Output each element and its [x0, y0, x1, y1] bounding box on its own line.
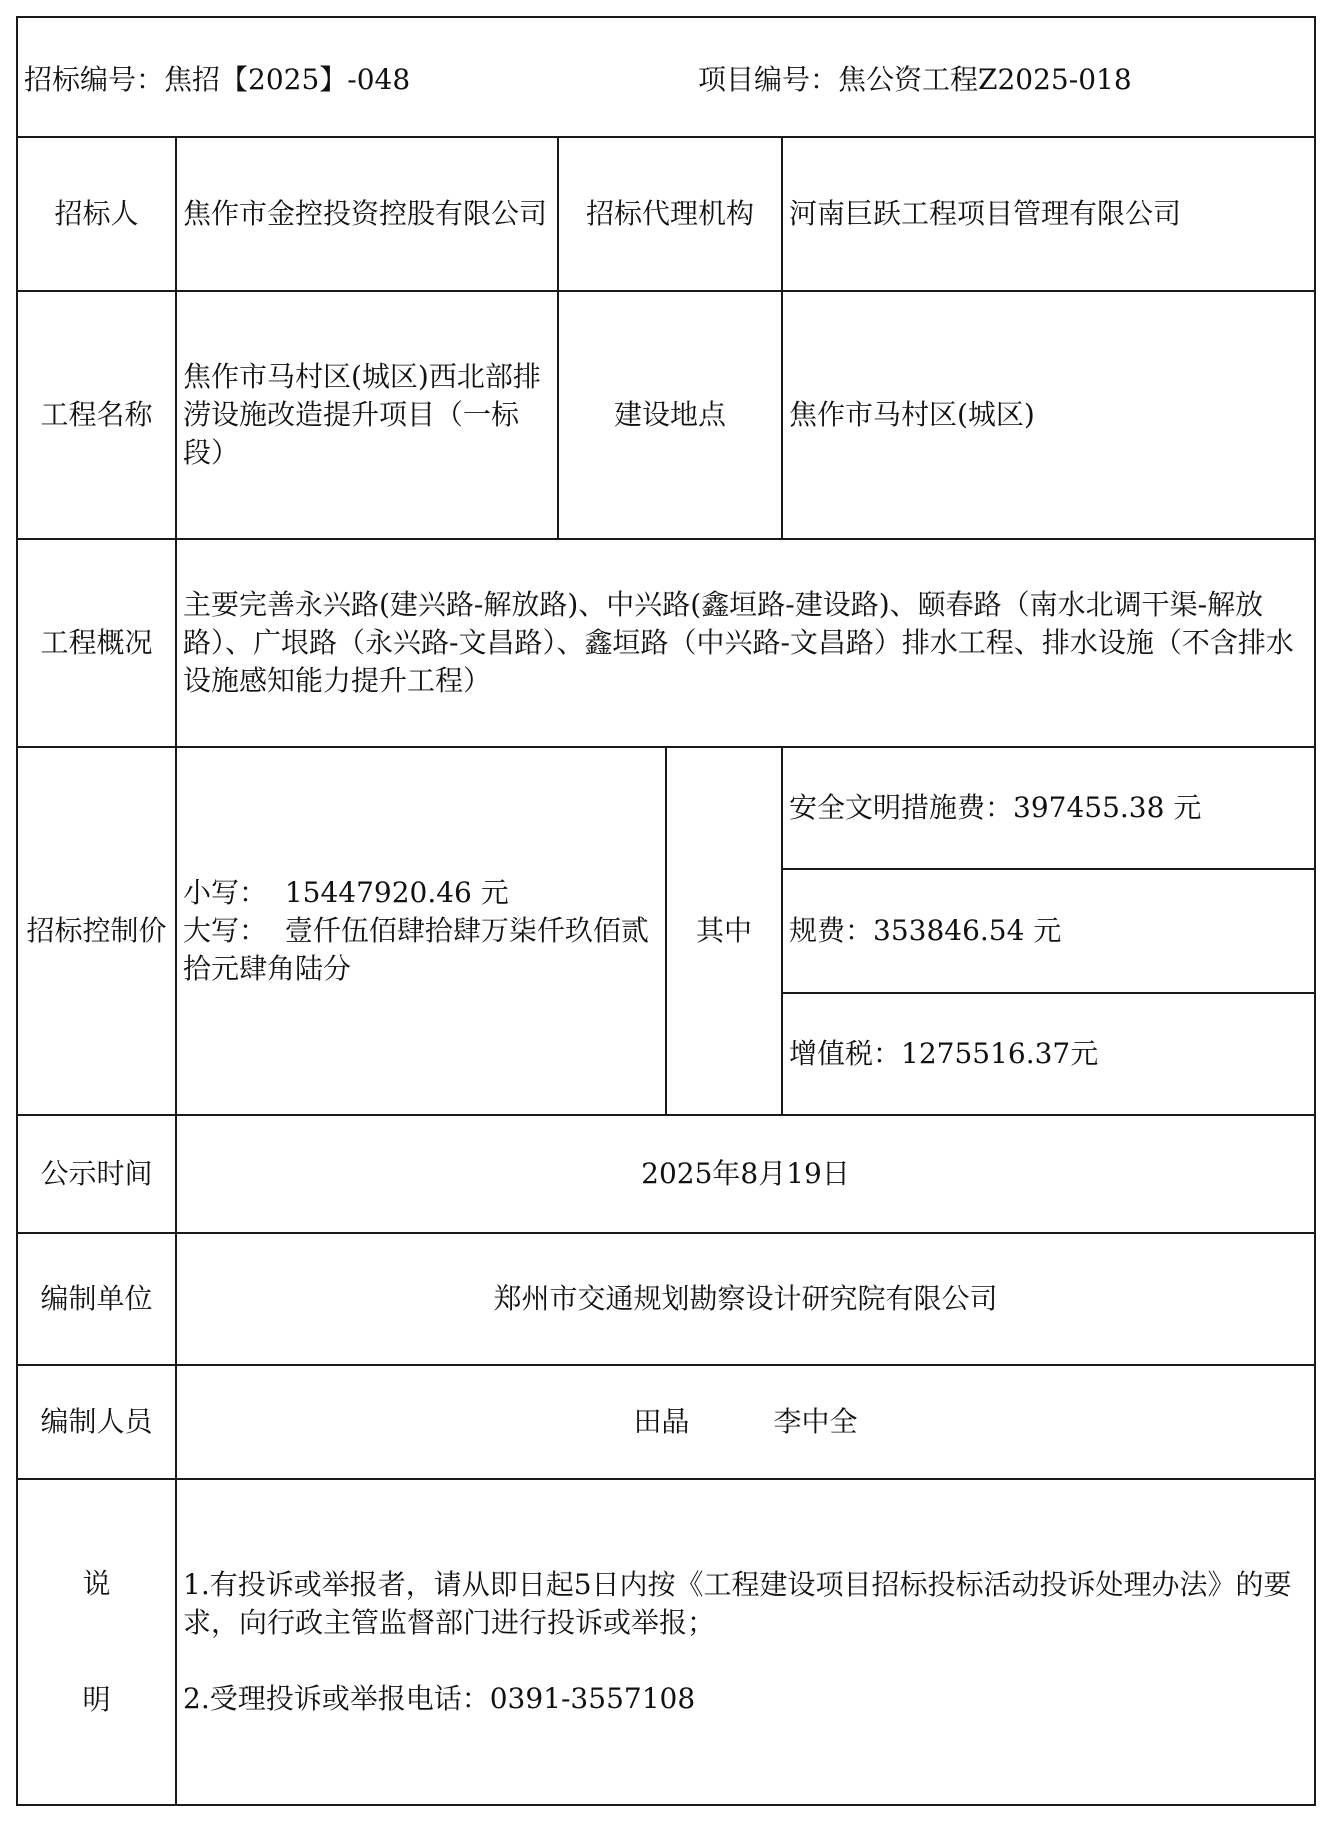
- compiler-unit-value: 郑州市交通规划勘察设计研究院有限公司: [493, 1282, 998, 1315]
- tenderer-value: 焦作市金控投资控股有限公司: [183, 197, 548, 230]
- compiler-staff-value: 田晶 李中全: [633, 1405, 858, 1438]
- safety-fee: 安全文明措施费：397455.38 元: [789, 791, 1202, 824]
- notes-label-bottom: 明: [82, 1683, 111, 1716]
- amount-uppercase-value: 壹仟伍佰肆拾肆万柒仟玖佰贰拾元肆角陆分: [183, 914, 649, 985]
- project-name-value: 焦作市马村区(城区)西北部排涝设施改造提升项目（一标段）: [183, 360, 541, 469]
- note-complaint-phone: 2.受理投诉或举报电话：0391-3557108: [183, 1682, 696, 1715]
- bid-number-value: 焦招【2025】-048: [164, 63, 411, 96]
- amount-uppercase: [183, 912, 659, 988]
- project-name-label: 工程名称: [40, 398, 153, 431]
- bid-number-label: 招标编号：: [24, 63, 165, 96]
- project-number: [698, 58, 1132, 98]
- control-price-amounts: [177, 748, 665, 1114]
- project-overview-label: 工程概况: [40, 626, 153, 659]
- tenderer-label: 招标人: [54, 197, 139, 230]
- control-price-label: 招标控制价: [26, 914, 167, 947]
- construction-site-label: 建设地点: [613, 398, 726, 431]
- among-label: 其中: [695, 914, 752, 947]
- compiler-unit-label: 编制单位: [40, 1282, 153, 1315]
- notes-label: [18, 1480, 175, 1804]
- statutory-fees: 规费：353846.54 元: [789, 914, 1062, 947]
- publicity-time-label: 公示时间: [40, 1157, 153, 1190]
- publicity-time-value: 2025年8月19日: [641, 1157, 850, 1190]
- notes-label-top: 说: [82, 1567, 111, 1600]
- vat: 增值税：1275516.37元: [789, 1037, 1099, 1070]
- bid-control-price-notice: [16, 16, 1316, 1806]
- header-row: [18, 18, 1314, 138]
- project-overview-value: 主要完善永兴路(建兴路-解放路)、中兴路(鑫垣路-建设路)、颐春路（南水北调干渠-解放路）、广垠路（永兴路-文昌路）、鑫垣路（中兴路-文昌路）排水工程、排水设施（不含排水设施感知能力提升工程）: [183, 588, 1294, 697]
- agency-value: 河南巨跃工程项目管理有限公司: [789, 197, 1182, 230]
- amount-uppercase-label: 大写：: [183, 914, 268, 947]
- amount-lowercase-label: 小写：: [183, 876, 268, 909]
- project-number-label: 项目编号：: [698, 63, 839, 96]
- bid-number: [24, 58, 410, 98]
- compiler-staff-label: 编制人员: [40, 1405, 153, 1438]
- amount-lowercase-value: 15447920.46 元: [284, 876, 509, 909]
- note-complaint-procedure: 1.有投诉或举报者，请从即日起5日内按《工程建设项目招标投标活动投诉处理办法》的要求，向行政主管监督部门进行投诉或举报；: [183, 1568, 1292, 1639]
- agency-label: 招标代理机构: [585, 197, 754, 230]
- amount-lowercase: [183, 874, 509, 912]
- notes-content: [177, 1480, 1314, 1804]
- project-number-value: 焦公资工程Z2025-018: [838, 63, 1132, 96]
- construction-site-value: 焦作市马村区(城区): [789, 398, 1035, 431]
